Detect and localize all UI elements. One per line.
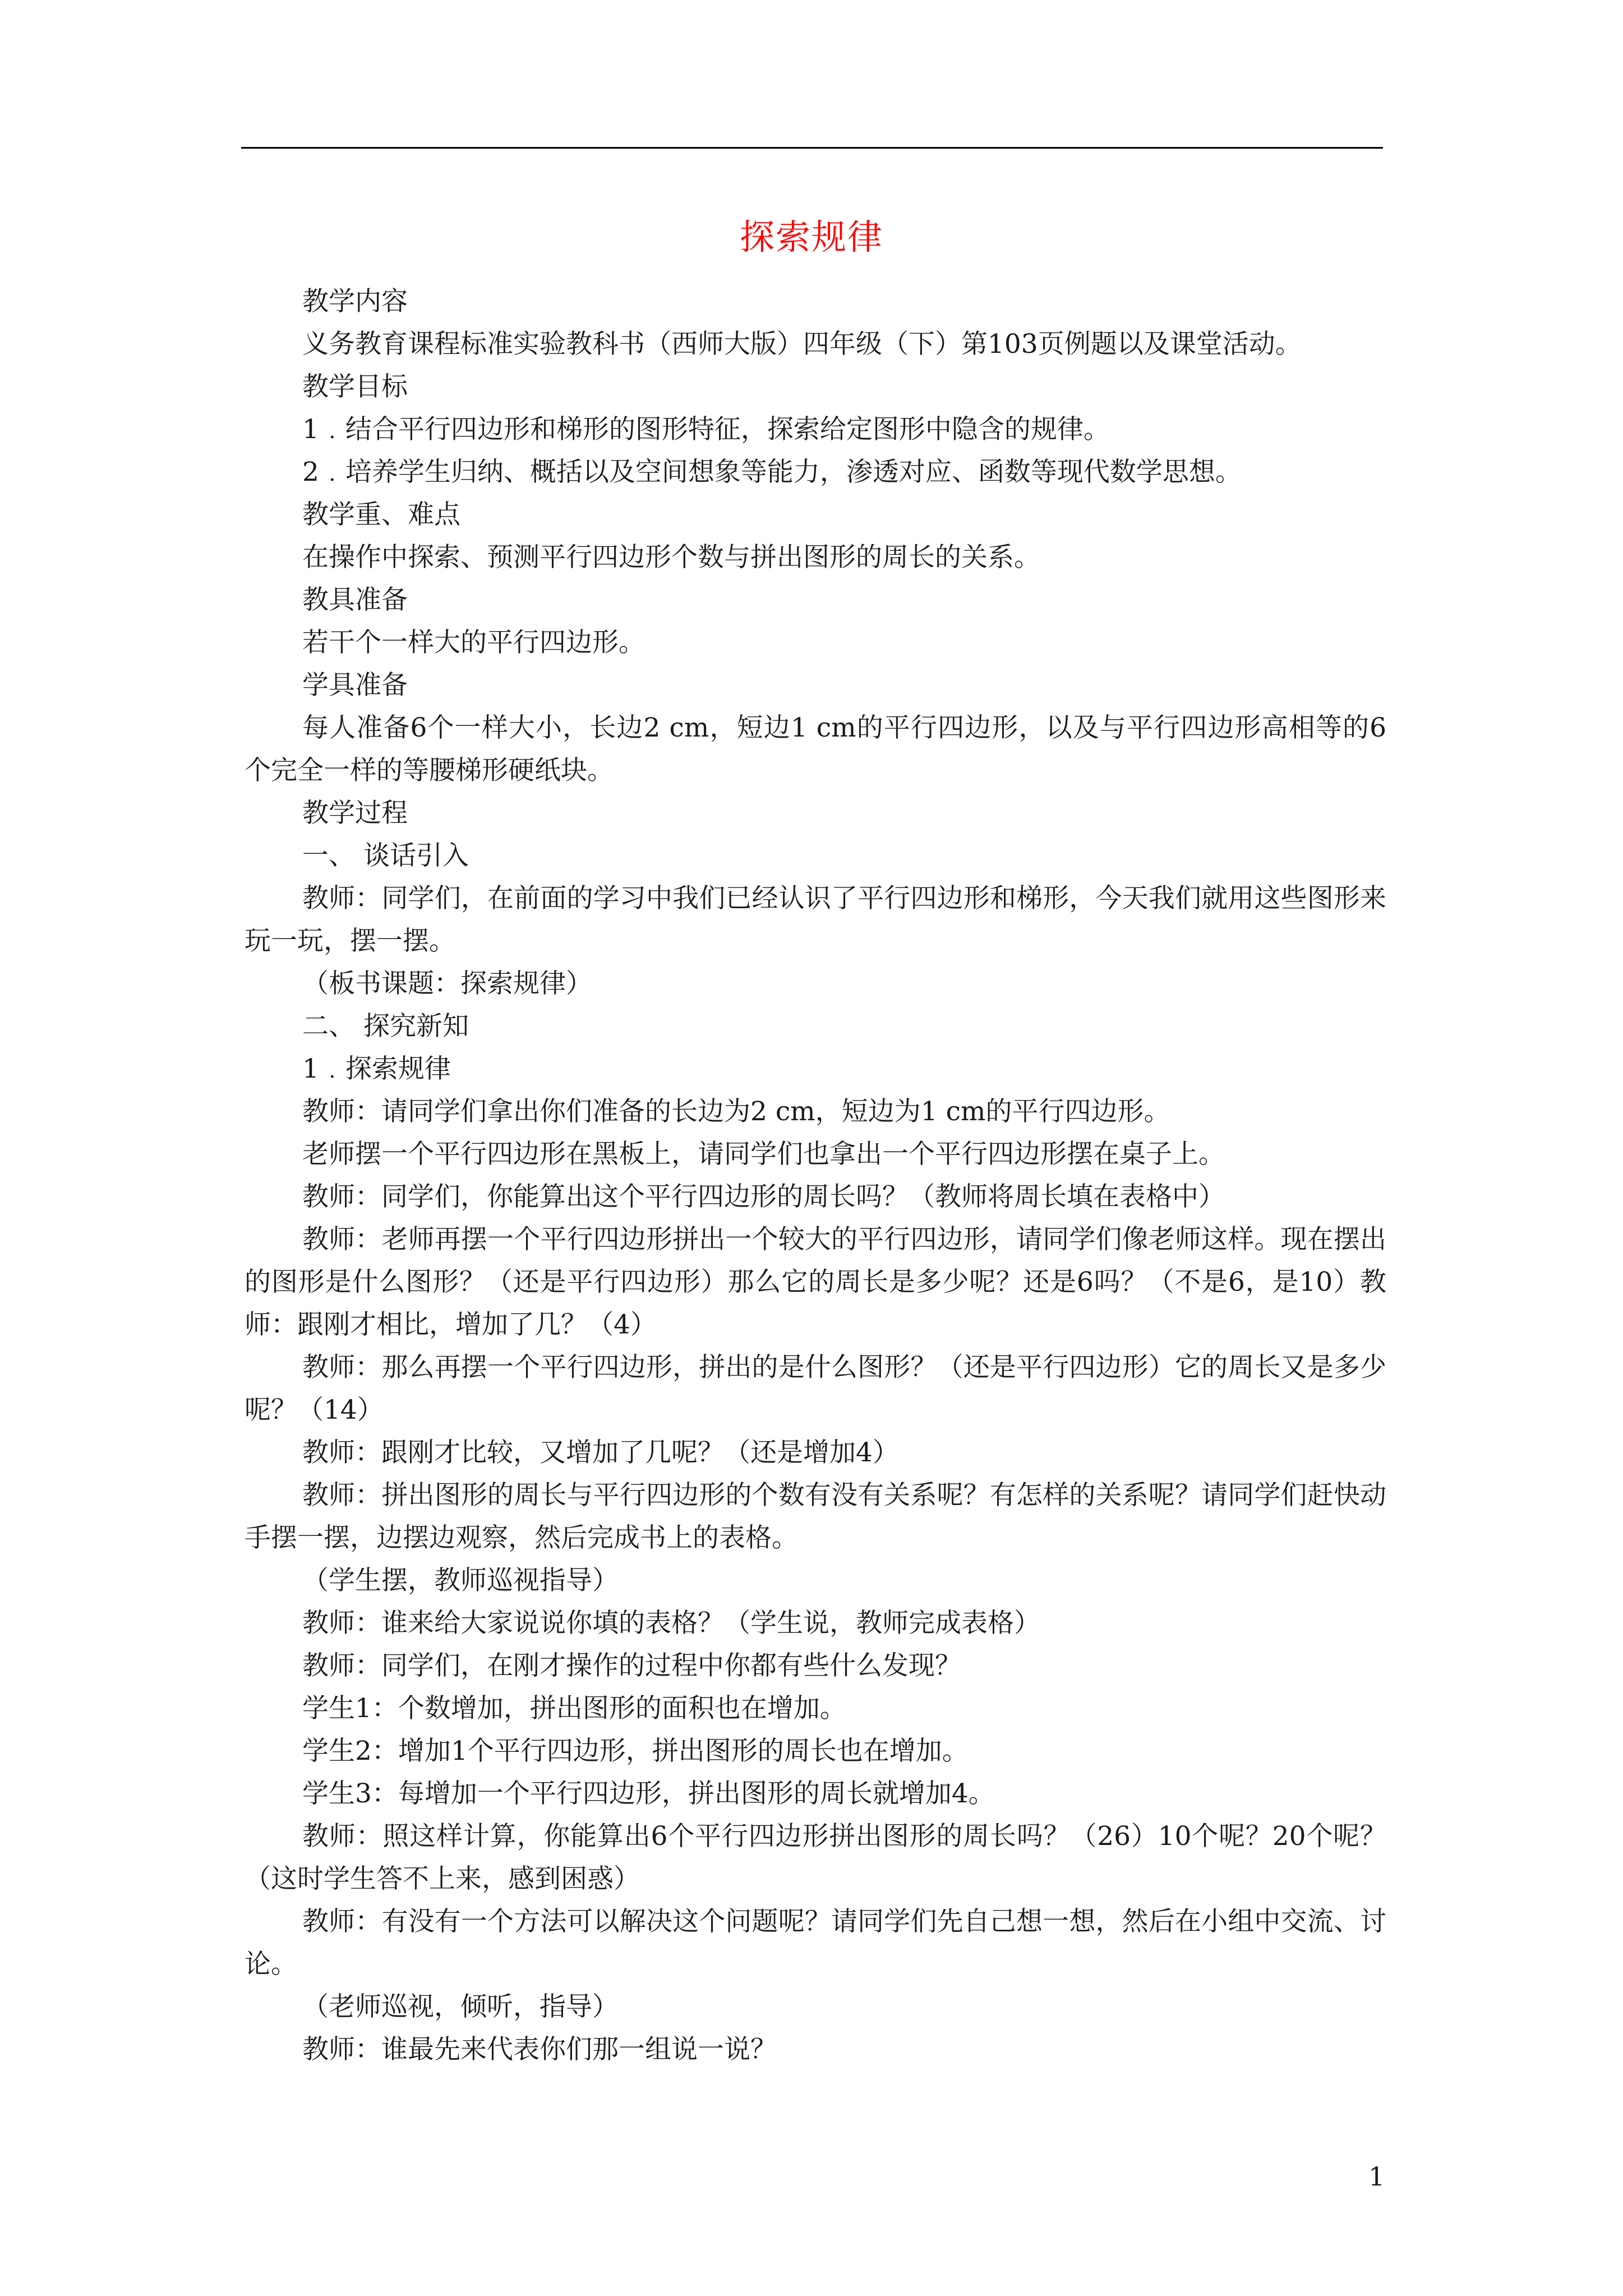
section-heading-process: 教学过程: [302, 798, 408, 829]
dialogue-paragraph: 教师：老师再摆一个平行四边形拼出一个较大的平行四边形，请同学们像老师这样。现在摆出的图形是什么图形？（还是平行四边形）那么它的周长是多少呢？还是6吗？（不是6，是10）教师：跟刚才相比，增加了几？（4）: [245, 1224, 1386, 1340]
dialogue-paragraph: 教师：照这样计算，你能算出6个平行四边形拼出图形的周长吗？（26）10个呢？20个呢？（这时学生答不上来，感到困惑）: [245, 1821, 1386, 1894]
step-heading-explore-rules: 1﹒探索规律: [302, 1053, 451, 1084]
dialogue-paragraph: 教师：同学们，你能算出这个平行四边形的周长吗？（教师将周长填在表格中）: [302, 1181, 1225, 1212]
stage-note: （学生摆，教师巡视指导）: [302, 1565, 619, 1596]
blackboard-note: （板书课题：探索规律）: [302, 968, 592, 999]
subsection-heading-explore: 二、 探究新知: [302, 1011, 469, 1042]
dialogue-paragraph: 教师：拼出图形的周长与平行四边形的个数有没有关系呢？有怎样的关系呢？请同学们赶快动手摆一摆，边摆边观察，然后完成书上的表格。: [245, 1480, 1386, 1553]
paragraph-teacher-materials: 若干个一样大的平行四边形。: [302, 627, 645, 658]
dialogue-paragraph: 教师：跟刚才比较，又增加了几呢？（还是增加4）: [302, 1437, 899, 1468]
narrative-paragraph: 老师摆一个平行四边形在黑板上，请同学们也拿出一个平行四边形摆在桌子上。: [302, 1139, 1225, 1170]
goal-item-1: 1﹒结合平行四边形和梯形的图形特征，探索给定图形中隐含的规律。: [302, 414, 1110, 445]
dialogue-paragraph: 教师：谁来给大家说说你填的表格？（学生说，教师完成表格）: [302, 1608, 1040, 1639]
goal-item-2: 2﹒培养学生归纳、概括以及空间想象等能力，渗透对应、函数等现代数学思想。: [302, 457, 1242, 487]
paragraph-student-materials: 每人准备6个一样大小，长边2 cm，短边1 cm的平行四边形，以及与平行四边形高相等的6个完全一样的等腰梯形硬纸块。: [245, 712, 1386, 786]
header-rule: [241, 147, 1383, 149]
dialogue-paragraph: 教师：有没有一个方法可以解决这个问题呢？请同学们先自己想一想，然后在小组中交流、讨论。: [245, 1906, 1386, 1980]
dialogue-paragraph: 教师：同学们，在刚才操作的过程中你都有些什么发现？: [302, 1650, 961, 1681]
dialogue-paragraph: 教师：谁最先来代表你们那一组说一说？: [302, 2034, 777, 2065]
student-answer: 学生1：个数增加，拼出图形的面积也在增加。: [302, 1693, 846, 1724]
document-title: 探索规律: [739, 217, 883, 257]
stage-note: （老师巡视，倾听，指导）: [302, 1991, 619, 2022]
student-answer: 学生2：增加1个平行四边形，拼出图形的周长也在增加。: [302, 1736, 969, 1766]
section-heading-teacher-materials: 教具准备: [302, 585, 408, 615]
document-body: [245, 280, 1386, 2071]
dialogue-paragraph: 教师：请同学们拿出你们准备的长边为2 cm，短边为1 cm的平行四边形。: [302, 1096, 1170, 1127]
section-heading-content: 教学内容: [302, 286, 408, 317]
paragraph-key-points: 在操作中探索、预测平行四边形个数与拼出图形的周长的关系。: [302, 542, 1040, 573]
page-number: 1: [1368, 2161, 1385, 2192]
section-heading-goals: 教学目标: [302, 371, 408, 402]
student-answer: 学生3：每增加一个平行四边形，拼出图形的周长就增加4。: [302, 1778, 995, 1809]
paragraph-content-text: 义务教育课程标准实验教科书（西师大版）四年级（下）第103页例题以及课堂活动。: [302, 329, 1302, 360]
dialogue-paragraph: 教师：同学们，在前面的学习中我们已经认识了平行四边形和梯形，今天我们就用这些图形来玩一玩，摆一摆。: [245, 883, 1386, 956]
subsection-heading-intro: 一、 谈话引入: [302, 840, 469, 871]
section-heading-student-materials: 学具准备: [302, 670, 408, 701]
section-heading-key-points: 教学重、难点: [302, 499, 460, 530]
dialogue-paragraph: 教师：那么再摆一个平行四边形，拼出的是什么图形？（还是平行四边形）它的周长又是多少呢？（14）: [245, 1352, 1386, 1425]
